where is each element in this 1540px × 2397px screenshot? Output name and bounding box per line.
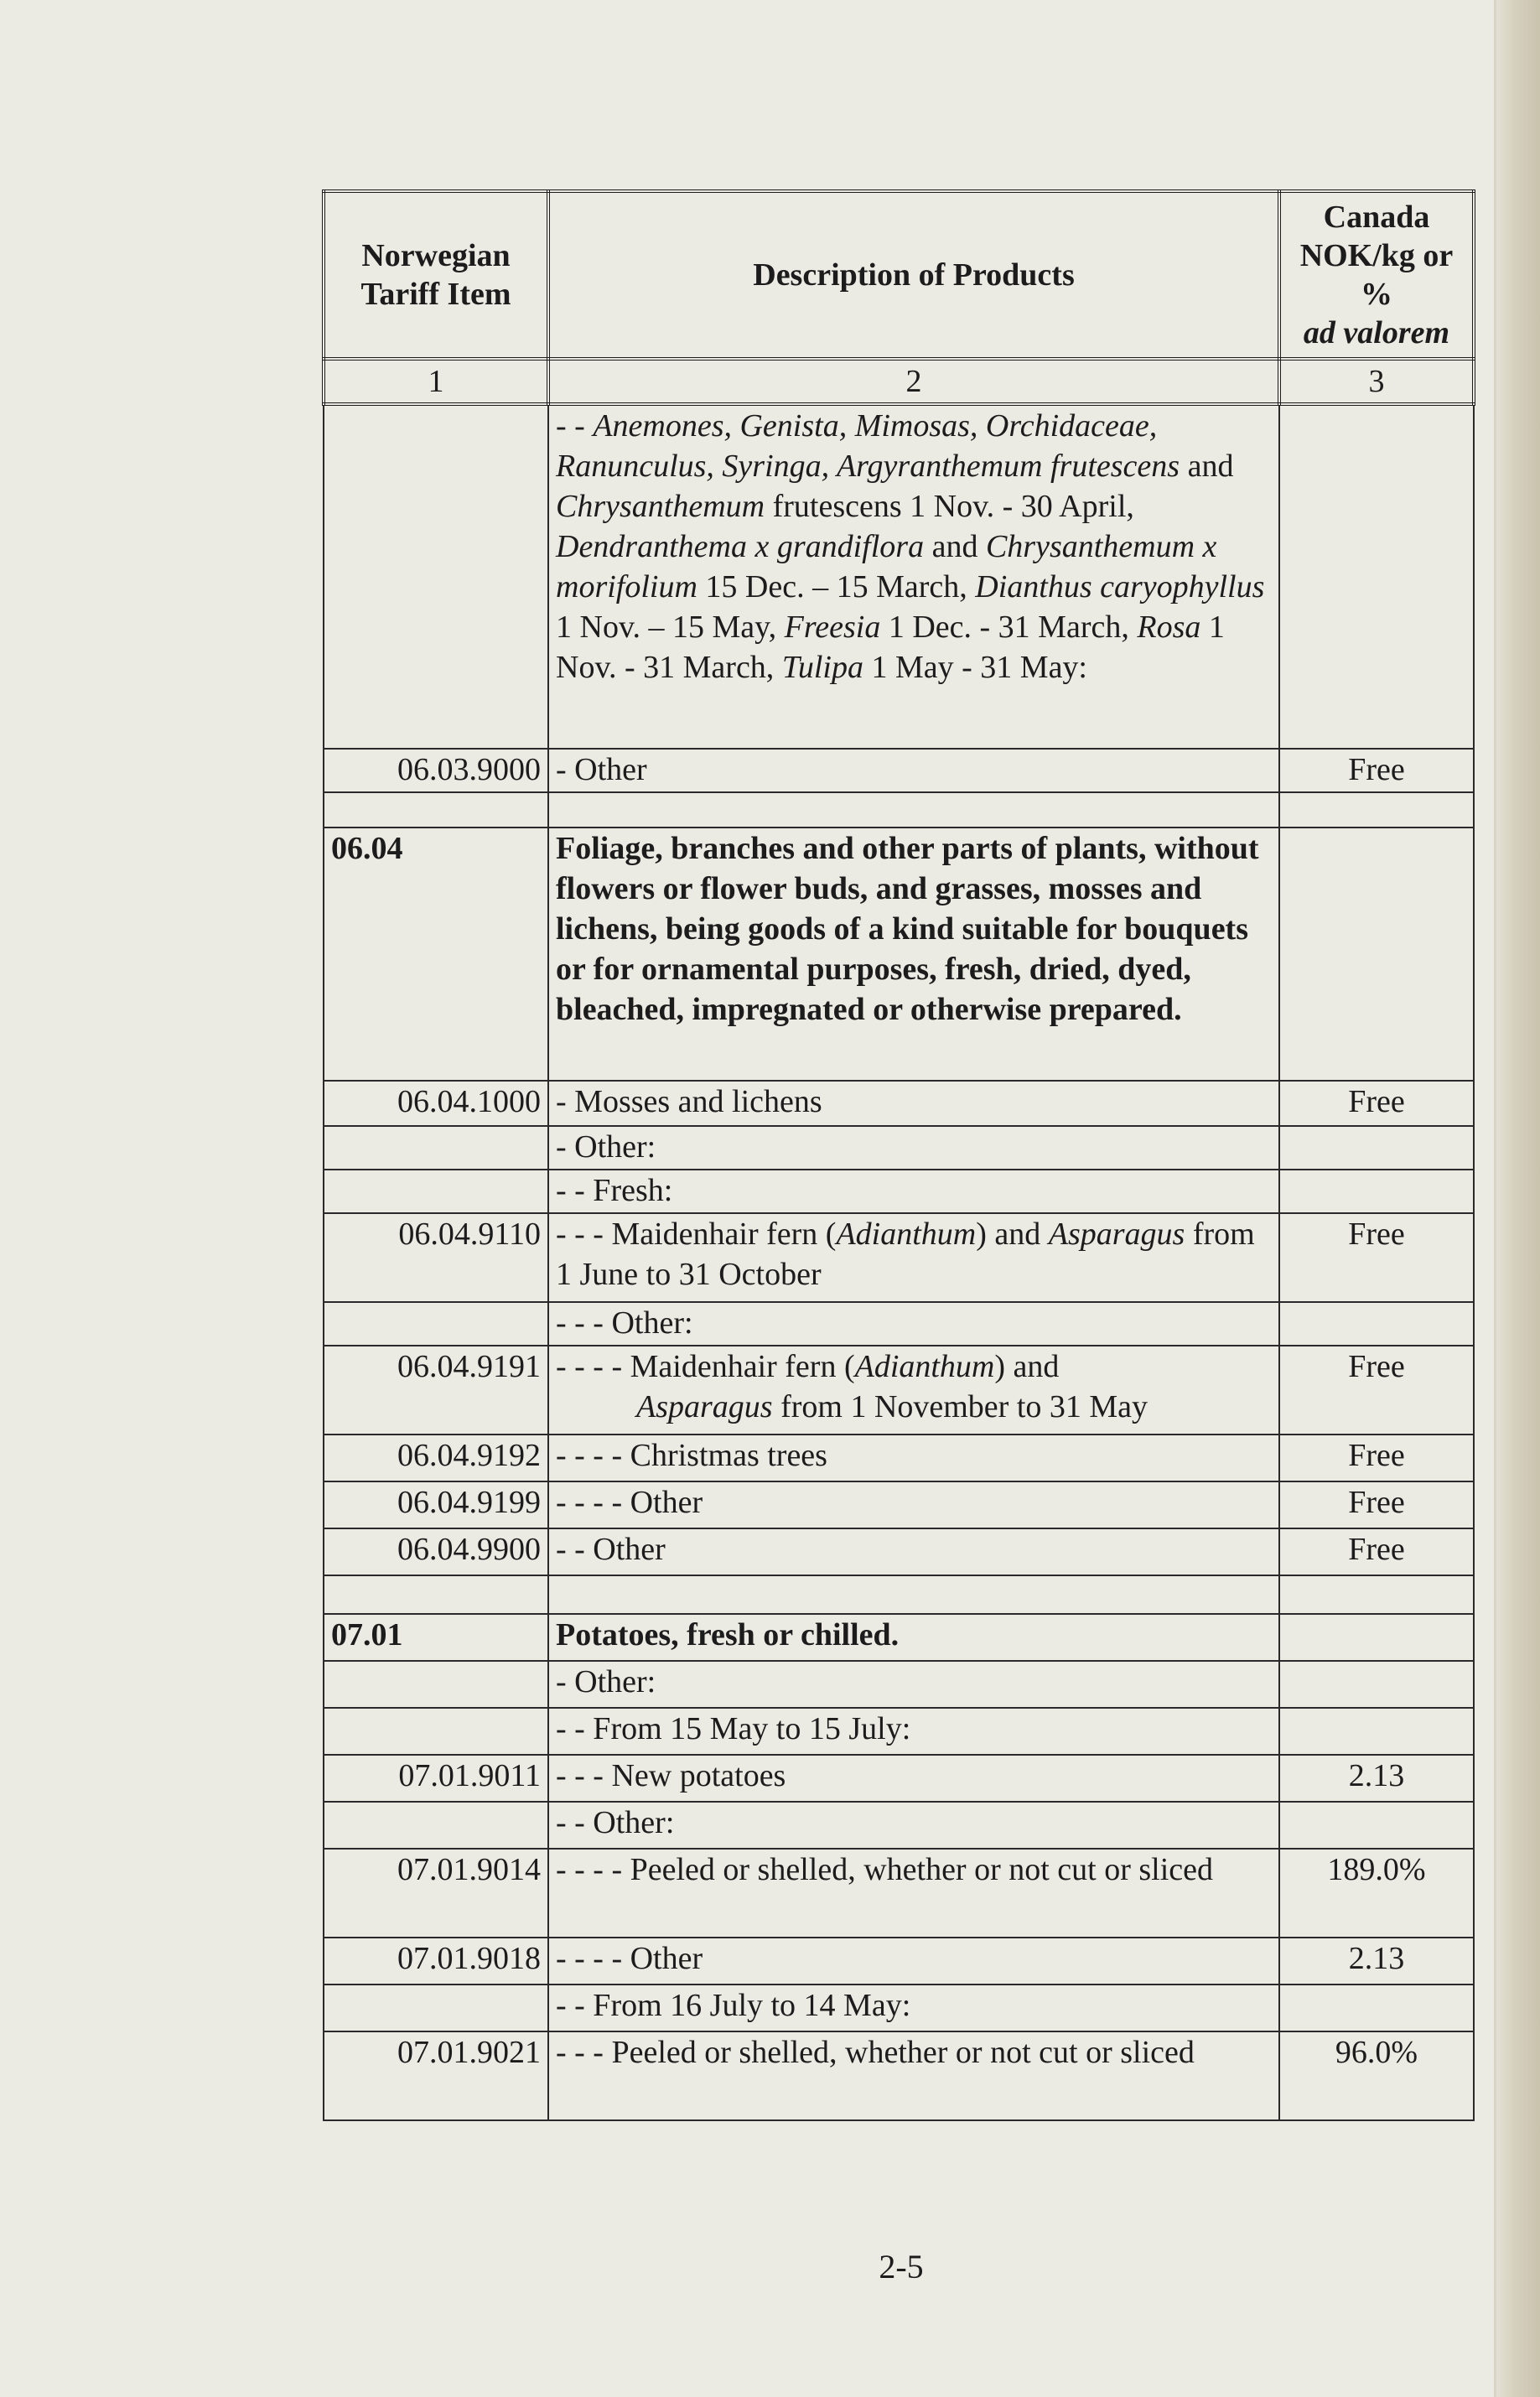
description-fragment: Asparagus <box>1048 1217 1185 1252</box>
description-cell: - - From 16 July to 14 May: <box>548 1985 1279 2031</box>
rate-cell <box>1279 828 1474 1081</box>
description-cell <box>548 404 1279 749</box>
table-row <box>324 1081 1474 1126</box>
description-cell: - - - - Peeled or shelled, whether or not cut or sliced <box>548 1849 1279 1938</box>
description-fragment: Adianthum <box>854 1349 995 1384</box>
description-fragment: Dendranthema x grandiflora <box>556 529 925 564</box>
header-col3-line3: % <box>1361 277 1392 312</box>
rate-cell <box>1279 1614 1474 1661</box>
rate-cell: Free <box>1279 1528 1474 1575</box>
tariff-item-cell: 07.01.9014 <box>324 1849 548 1938</box>
rate-cell: 2.13 <box>1279 1755 1474 1802</box>
description-fragment: ) and <box>976 1217 1049 1252</box>
column-number-row <box>324 359 1474 404</box>
description-fragment: Chrysanthemum x morifolium <box>556 529 1217 604</box>
table-row <box>324 749 1474 792</box>
rate-cell: Free <box>1279 1213 1474 1302</box>
description-cell: - - - New potatoes <box>548 1755 1279 1802</box>
description-fragment: Chrysanthemum <box>556 489 765 524</box>
column-number-3: 3 <box>1279 359 1474 404</box>
tariff-item-cell <box>324 1126 548 1170</box>
table-row <box>324 1481 1474 1528</box>
table-row <box>324 1213 1474 1302</box>
rate-cell <box>1279 1985 1474 2031</box>
header-tariff-item <box>324 191 548 359</box>
table-row <box>324 1755 1474 1802</box>
tariff-item-cell: 06.04.9110 <box>324 1213 548 1302</box>
tariff-item-cell: 06.04.1000 <box>324 1081 548 1126</box>
page-number: 2-5 <box>879 2248 924 2285</box>
rate-cell <box>1279 1708 1474 1755</box>
description-fragment: and <box>924 529 986 564</box>
table-row <box>324 1302 1474 1346</box>
rate-cell: Free <box>1279 1481 1474 1528</box>
description-cell <box>548 792 1279 828</box>
header-col3-line2: NOK/kg or <box>1299 238 1454 273</box>
description-fragment: Freesia <box>784 610 881 645</box>
description-fragment: Dianthus caryophyllus <box>975 569 1265 604</box>
description-fragment: 1 Nov. - 31 March, <box>556 610 1225 685</box>
description-cell <box>548 1213 1279 1302</box>
rate-cell <box>1279 1575 1474 1614</box>
rate-cell <box>1279 404 1474 749</box>
description-cell: - - - - Other <box>548 1481 1279 1528</box>
table-row <box>324 1661 1474 1708</box>
rate-cell: Free <box>1279 1435 1474 1481</box>
tariff-item-cell <box>324 1802 548 1849</box>
tariff-item-cell: 06.04.9900 <box>324 1528 548 1575</box>
description-fragment: 1 Nov. – 15 May, <box>556 610 785 645</box>
table-row <box>324 828 1474 1081</box>
description-cell: - - Other <box>548 1528 1279 1575</box>
description-cell: - Other: <box>548 1661 1279 1708</box>
table-row <box>324 1575 1474 1614</box>
table-row <box>324 1849 1474 1938</box>
table-row <box>324 1528 1474 1575</box>
description-fragment: 15 Dec. – 15 March, <box>697 569 976 604</box>
tariff-item-cell <box>324 792 548 828</box>
description-cell <box>548 1575 1279 1614</box>
table-row <box>324 1346 1474 1435</box>
tariff-item-cell: 07.01 <box>324 1614 548 1661</box>
description-cell: - - - Peeled or shelled, whether or not cut or sliced <box>548 2031 1279 2120</box>
tariff-item-cell <box>324 1575 548 1614</box>
table-row <box>324 404 1474 749</box>
description-cell: - Other <box>548 749 1279 792</box>
tariff-item-cell <box>324 1170 548 1213</box>
table-row <box>324 1985 1474 2031</box>
description-fragment: frutescens 1 Nov. - 30 April, <box>765 489 1134 524</box>
tariff-item-cell <box>324 1661 548 1708</box>
description-cell: Foliage, branches and other parts of plants, without flowers or flower buds, and grasses, mosses and lichens, being goods of a kind suitable for bouquets or for ornamental purposes, fresh, dried, dyed, bleached, impregnated or otherwise prepared. <box>548 828 1279 1081</box>
table-row <box>324 1170 1474 1213</box>
tariff-item-cell <box>324 1985 548 2031</box>
rate-cell <box>1279 1802 1474 1849</box>
tariff-table <box>322 189 1475 2121</box>
table-row <box>324 1708 1474 1755</box>
rate-cell: 96.0% <box>1279 2031 1474 2120</box>
tariff-item-cell <box>324 1302 548 1346</box>
table-row <box>324 792 1474 828</box>
tariff-item-cell: 06.04.9199 <box>324 1481 548 1528</box>
description-fragment: Anemones, Genista, Mimosas, Orchidaceae, Ranunculus, Syringa, Argyranthemum frutescens <box>556 408 1180 484</box>
description-fragment: Tulipa <box>781 650 863 685</box>
tariff-item-cell: 06.04.9192 <box>324 1435 548 1481</box>
description-fragment: 1 May - 31 May: <box>863 650 1087 685</box>
description-line <box>556 1387 1272 1427</box>
description-fragment: from 1 June to 31 October <box>556 1217 1255 1292</box>
description-fragment: - - - - Maidenhair fern ( <box>556 1349 855 1384</box>
header-col3-line1: Canada <box>1323 200 1430 235</box>
table-row <box>324 1614 1474 1661</box>
column-number-2: 2 <box>548 359 1279 404</box>
header-description <box>548 191 1279 359</box>
description-cell <box>548 1346 1279 1435</box>
description-cell: Potatoes, fresh or chilled. <box>548 1614 1279 1661</box>
tariff-item-cell: 06.03.9000 <box>324 749 548 792</box>
description-cell: - - Other: <box>548 1802 1279 1849</box>
header-col2-text: Description of Products <box>753 257 1075 293</box>
rate-cell: 189.0% <box>1279 1849 1474 1938</box>
description-cell: - - - - Christmas trees <box>548 1435 1279 1481</box>
description-cell: - - - Other: <box>548 1302 1279 1346</box>
description-cell: - - From 15 May to 15 July: <box>548 1708 1279 1755</box>
tariff-item-cell: 07.01.9018 <box>324 1938 548 1985</box>
description-cell: - Other: <box>548 1126 1279 1170</box>
description-fragment: 1 Dec. - 31 March, <box>880 610 1138 645</box>
tariff-item-cell: 06.04.9191 <box>324 1346 548 1435</box>
description-fragment: from 1 November to 31 May <box>772 1389 1149 1424</box>
rate-cell: Free <box>1279 1346 1474 1435</box>
rate-cell <box>1279 1661 1474 1708</box>
description-line <box>556 1346 1272 1387</box>
table-row <box>324 2031 1474 2120</box>
rate-cell: Free <box>1279 1081 1474 1126</box>
rate-cell: 2.13 <box>1279 1938 1474 1985</box>
rate-cell <box>1279 792 1474 828</box>
description-fragment: Asparagus <box>636 1389 773 1424</box>
description-fragment: and <box>1180 449 1234 484</box>
description-fragment: Adianthum <box>836 1217 977 1252</box>
description-fragment: ) and <box>994 1349 1060 1384</box>
description-cell: - Mosses and lichens <box>548 1081 1279 1126</box>
header-col3-line4: ad valorem <box>1303 315 1450 350</box>
description-fragment: - - - Maidenhair fern ( <box>556 1217 837 1252</box>
tariff-item-cell: 06.04 <box>324 828 548 1081</box>
tariff-item-cell: 07.01.9011 <box>324 1755 548 1802</box>
rate-cell <box>1279 1302 1474 1346</box>
table-row <box>324 1938 1474 1985</box>
rate-cell: Free <box>1279 749 1474 792</box>
header-col1-text: Norwegian Tariff Item <box>360 238 511 312</box>
table-body <box>324 404 1474 2120</box>
header-row <box>324 191 1474 359</box>
rate-cell <box>1279 1170 1474 1213</box>
description-cell: - - Fresh: <box>548 1170 1279 1213</box>
description-fragment: - - <box>556 408 594 444</box>
table-row <box>324 1435 1474 1481</box>
header-canada-rate <box>1279 191 1474 359</box>
tariff-item-cell: 07.01.9021 <box>324 2031 548 2120</box>
table-row <box>324 1802 1474 1849</box>
description-fragment: Rosa <box>1137 610 1201 645</box>
page-gutter <box>1496 0 1540 2397</box>
table-row <box>324 1126 1474 1170</box>
rate-cell <box>1279 1126 1474 1170</box>
description-cell: - - - - Other <box>548 1938 1279 1985</box>
column-number-1: 1 <box>324 359 548 404</box>
tariff-item-cell <box>324 1708 548 1755</box>
tariff-item-cell <box>324 404 548 749</box>
